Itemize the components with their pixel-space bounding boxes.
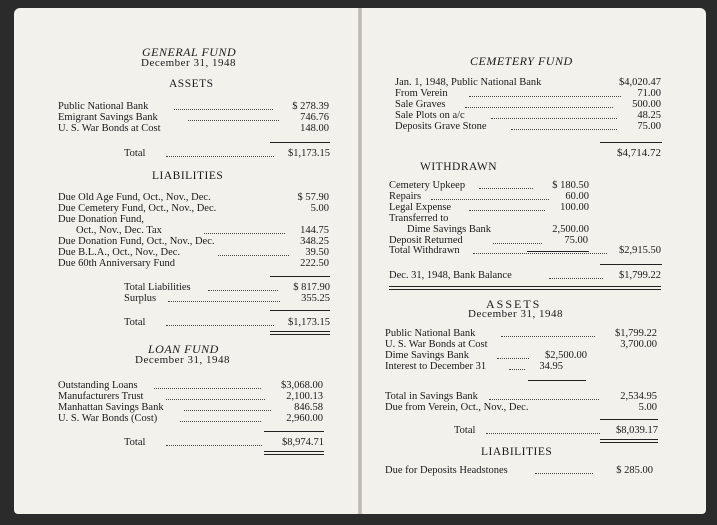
- ledger-amount: $4,020.47: [619, 77, 661, 88]
- ledger-amount: 34.95: [539, 361, 563, 372]
- loan-fund-title: LOAN FUND: [148, 342, 219, 356]
- ledger-label: Total: [124, 437, 146, 448]
- assets-date: December 31, 1948: [468, 308, 563, 320]
- ledger-amount: $8,974.71: [282, 437, 324, 448]
- ledger-row: [385, 465, 653, 477]
- dot-leader: [166, 156, 274, 157]
- ledger-label: Legal Expense: [389, 202, 452, 213]
- ledger-label: Cemetery Upkeep: [389, 180, 466, 191]
- ledger-label: Sale Plots on a/c: [395, 110, 465, 121]
- ledger-label: Repairs: [389, 191, 422, 202]
- ledger-label: Due from Verein, Oct., Nov., Dec.: [385, 402, 529, 413]
- ledger-amount: 144.75: [300, 225, 329, 236]
- ledger-label: Due 60th Anniversary Fund: [58, 258, 175, 269]
- ledger-amount: $3,068.00: [281, 380, 323, 391]
- sum-rule: [270, 142, 330, 143]
- dot-leader: [491, 118, 617, 119]
- dot-leader: [204, 233, 285, 234]
- ledger-amount: 148.00: [300, 123, 329, 134]
- sum-rule: [270, 276, 330, 277]
- dot-leader: [469, 210, 545, 211]
- dot-leader: [511, 129, 617, 130]
- ledger-label: Manufacturers Trust: [58, 391, 144, 402]
- general-fund-liabilities-heading: LIABILITIES: [152, 170, 224, 182]
- general-fund-assets-heading: ASSETS: [169, 78, 214, 90]
- ledger-amount: 100.00: [560, 202, 589, 213]
- ledger-amount: 746.76: [300, 112, 329, 123]
- ledger-amount: $2,500.00: [545, 350, 587, 361]
- ledger-label: Outstanding Loans: [58, 380, 138, 391]
- sum-rule: [270, 310, 330, 311]
- ledger-total-row: [124, 317, 330, 329]
- dot-leader: [208, 290, 278, 291]
- ledger-amount: 75.00: [637, 121, 661, 132]
- dot-leader: [188, 120, 279, 121]
- ledger-label: Total: [124, 317, 146, 328]
- general-fund-title: GENERAL FUND: [142, 45, 237, 59]
- ledger-amount: $ 180.50: [552, 180, 589, 191]
- ledger-label: Oct., Nov., Dec. Tax: [76, 225, 162, 236]
- dot-leader: [493, 243, 542, 244]
- ledger-row: [395, 121, 661, 133]
- ledger-label: Due Old Age Fund, Oct., Nov., Dec.: [58, 192, 211, 203]
- dot-leader: [168, 301, 280, 302]
- ledger-label: Total: [124, 148, 146, 159]
- dot-leader: [535, 473, 593, 474]
- double-rule: [600, 439, 658, 443]
- ledger-label: Deposits Grave Stone: [395, 121, 487, 132]
- ledger-amount: 2,100.13: [286, 391, 323, 402]
- dot-leader: [465, 107, 613, 108]
- dot-leader: [509, 369, 525, 370]
- liabilities-heading: LIABILITIES: [481, 446, 553, 458]
- ledger-amount: $1,173.15: [288, 148, 330, 159]
- ledger-amount: 39.50: [305, 247, 329, 258]
- ledger-label: Manhattan Savings Bank: [58, 402, 164, 413]
- dot-leader: [166, 399, 265, 400]
- dot-leader: [154, 388, 261, 389]
- sum-rule: [528, 380, 586, 381]
- ledger-label: Public National Bank: [385, 328, 476, 339]
- ledger-label: Public National Bank: [58, 101, 149, 112]
- ledger-label: Total Withdrawn: [389, 245, 460, 256]
- ledger-amount: $4,714.72: [617, 147, 661, 159]
- ledger-label: From Verein: [395, 88, 448, 99]
- double-rule: [270, 331, 330, 335]
- ledger-amount: 5.00: [310, 203, 329, 214]
- ledger-label: U. S. War Bonds at Cost: [58, 123, 161, 134]
- dot-leader: [166, 445, 262, 446]
- ledger-label: Due Donation Fund, Oct., Nov., Dec.: [58, 236, 215, 247]
- dot-leader: [166, 325, 274, 326]
- ledger-amount: $1,799.22: [619, 270, 661, 281]
- ledger-amount: 60.00: [565, 191, 589, 202]
- ledger-total-row: [124, 148, 330, 160]
- ledger-amount: 3,700.00: [620, 339, 657, 350]
- cemetery-fund-title: CEMETERY FUND: [470, 54, 573, 68]
- ledger-amount: $ 278.39: [292, 101, 329, 112]
- ledger-label: Emigrant Savings Bank: [58, 112, 158, 123]
- right-page: [362, 8, 706, 514]
- ledger-row: [385, 361, 563, 373]
- ledger-amount: $ 285.00: [616, 465, 653, 476]
- dot-leader: [489, 399, 599, 400]
- dot-leader: [473, 253, 607, 254]
- ledger-amount: 71.00: [637, 88, 661, 99]
- ledger-amount: 5.00: [638, 402, 657, 413]
- dot-leader: [184, 410, 271, 411]
- general-fund-date: December 31, 1948: [141, 57, 236, 69]
- loan-fund-date: December 31, 1948: [135, 354, 230, 366]
- sum-rule: [600, 142, 662, 143]
- double-rule: [264, 451, 324, 455]
- ledger-amount: $8,039.17: [616, 425, 658, 436]
- ledger-row: [58, 413, 323, 425]
- ledger-total-row: [454, 425, 658, 437]
- dot-leader: [501, 336, 595, 337]
- assets-heading: ASSETS: [486, 297, 542, 311]
- ledger-amount: 75.00: [564, 235, 588, 246]
- ledger-amount: $2,915.50: [619, 245, 661, 256]
- ledger-label: U. S. War Bonds (Cost): [58, 413, 158, 424]
- ledger-amount: 348.25: [300, 236, 329, 247]
- sum-rule: [600, 264, 662, 265]
- ledger-total-row: [124, 437, 324, 449]
- dot-leader: [180, 421, 261, 422]
- dot-leader: [549, 278, 603, 279]
- ledger-total-row: [562, 147, 661, 159]
- sum-rule: [600, 419, 658, 420]
- ledger-label: Surplus: [124, 293, 157, 304]
- ledger-row: [385, 402, 657, 414]
- ledger-label: Deposit Returned: [389, 235, 463, 246]
- ledger-label: Due Donation Fund,: [58, 214, 145, 225]
- dot-leader: [431, 199, 549, 200]
- ledger-amount: $ 57.90: [297, 192, 329, 203]
- ledger-amount: 500.00: [632, 99, 661, 110]
- ledger-label: Jan. 1, 1948, Public National Bank: [395, 77, 542, 88]
- left-page: [14, 8, 358, 514]
- dot-leader: [479, 188, 533, 189]
- ledger-label: U. S. War Bonds at Cost: [385, 339, 488, 350]
- ledger-label: Interest to December 31: [385, 361, 487, 372]
- dot-leader: [486, 433, 600, 434]
- dot-leader: [469, 96, 621, 97]
- ledger-amount: 2,960.00: [286, 413, 323, 424]
- ledger-amount: $1,799.22: [615, 328, 657, 339]
- ledger-label: Total Liabilities: [124, 282, 191, 293]
- ledger-amount: 846.58: [294, 402, 323, 413]
- ledger-amount: 48.25: [637, 110, 661, 121]
- ledger-label: Due for Deposits Headstones: [385, 465, 508, 476]
- ledger-row: [58, 258, 329, 270]
- ledger-amount: 2,500.00: [552, 224, 589, 235]
- ledger-amount: $ 817.90: [293, 282, 330, 293]
- ledger-label: Sale Graves: [395, 99, 446, 110]
- ledger-label: Total: [454, 425, 476, 436]
- ledger-label: Dime Savings Bank: [385, 350, 469, 361]
- withdrawn-heading: WITHDRAWN: [420, 161, 498, 173]
- dot-leader: [497, 358, 529, 359]
- ledger-label: Due B.L.A., Oct., Nov., Dec.: [58, 247, 181, 258]
- ledger-amount: 222.50: [300, 258, 329, 269]
- ledger-amount: $1,173.15: [288, 317, 330, 328]
- ledger-total-row: [389, 270, 661, 282]
- ledger-label: Transferred to: [389, 213, 449, 224]
- ledger-row: [58, 123, 329, 135]
- ledger-label: Total in Savings Bank: [385, 391, 478, 402]
- dot-leader: [174, 109, 273, 110]
- ledger-amount: 2,534.95: [620, 391, 657, 402]
- ledger-label: Dime Savings Bank: [407, 224, 491, 235]
- sum-rule: [264, 431, 324, 432]
- double-rule: [389, 286, 661, 290]
- ledger-total-row: [389, 245, 661, 257]
- ledger-row: [124, 293, 330, 305]
- dot-leader: [218, 255, 289, 256]
- ledger-amount: 355.25: [301, 293, 330, 304]
- ledger-label: Due Cemetery Fund, Oct., Nov., Dec.: [58, 203, 217, 214]
- ledger-label: Dec. 31, 1948, Bank Balance: [389, 270, 512, 281]
